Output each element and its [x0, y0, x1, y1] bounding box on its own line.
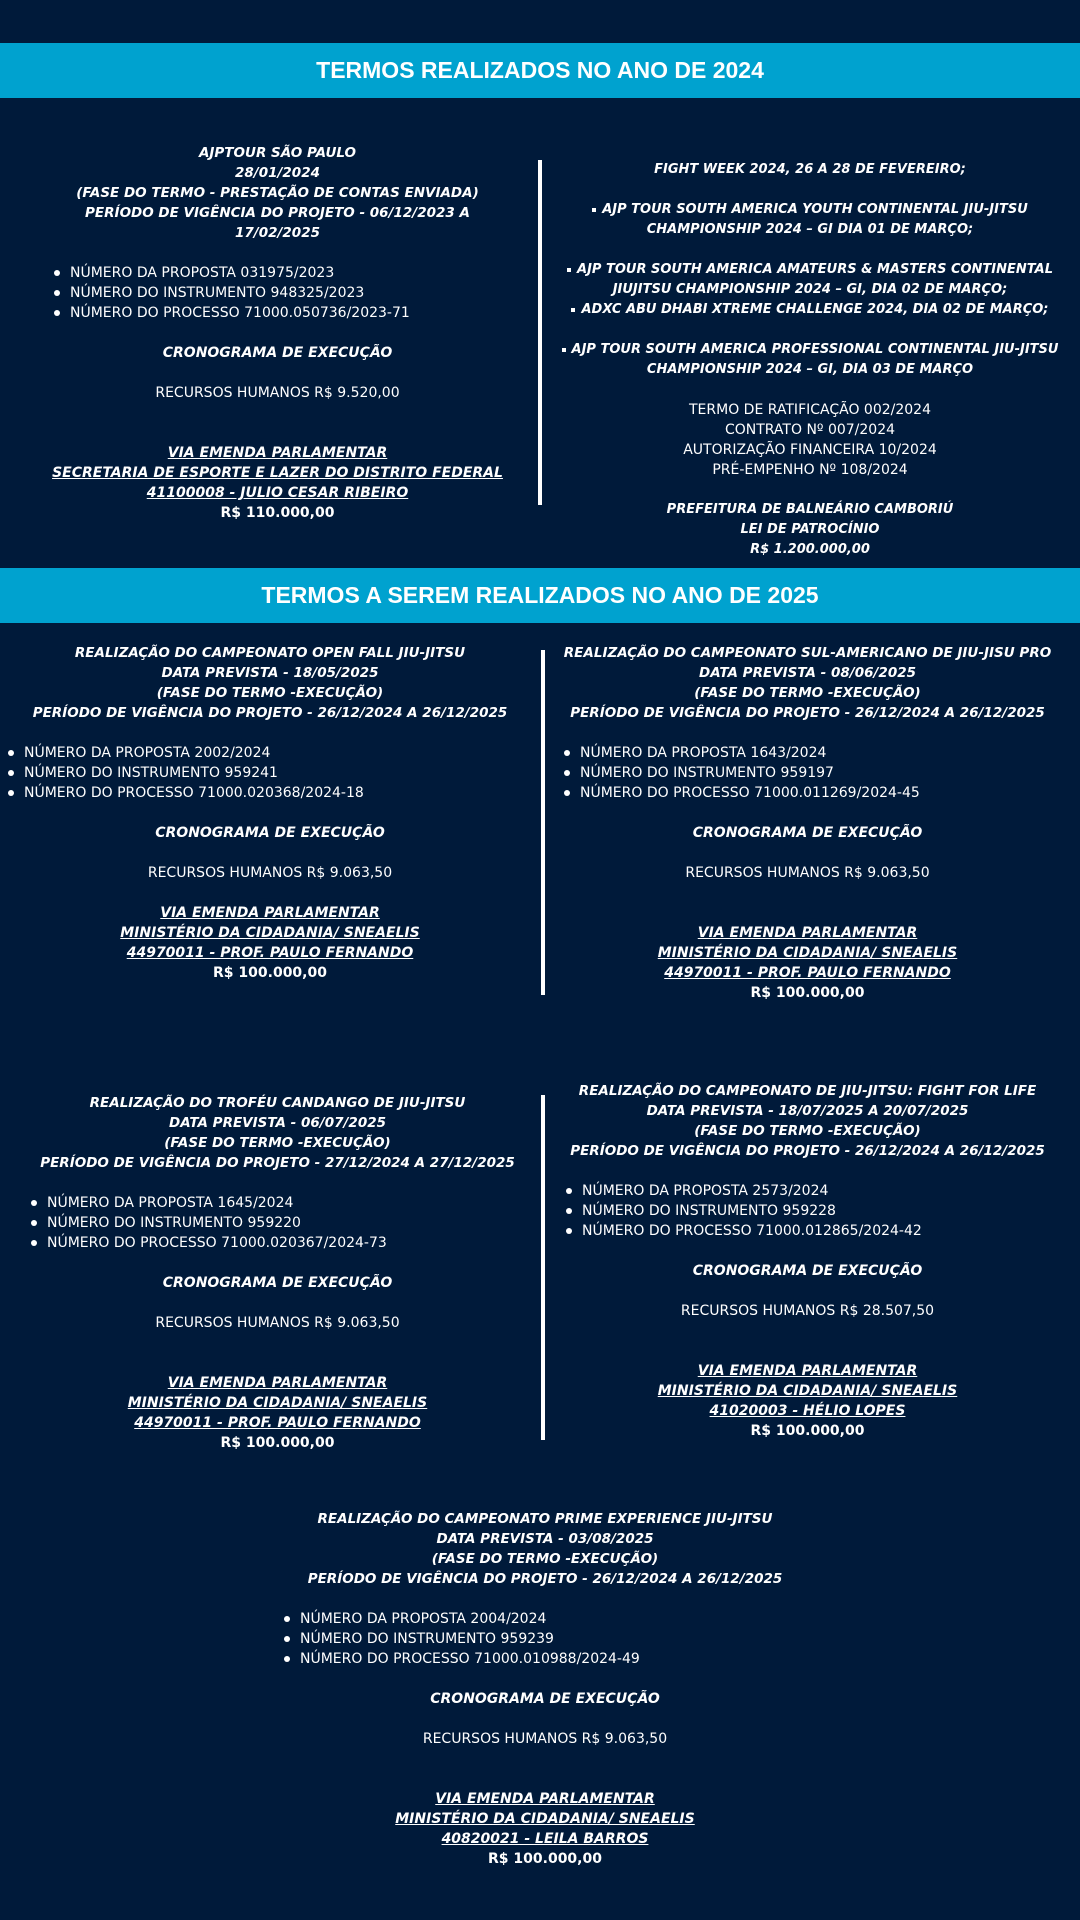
term-items	[562, 743, 1060, 803]
event-line: ADXC ABU DHABI XTREME CHALLENGE 2024, DIA 02 DE MARÇO;	[581, 302, 1049, 317]
term-2025-fight-for-life	[555, 1081, 1060, 1441]
event-line: AJP TOUR SOUTH AMERICA AMATEURS & MASTERS CONTINENTAL	[577, 262, 1053, 277]
term-2025-open-fall	[0, 643, 540, 983]
title-line: REALIZAÇÃO DO CAMPEONATO OPEN FALL JIU-JITSU	[74, 645, 466, 661]
column-divider	[541, 1095, 545, 1440]
via-parlamentar[interactable]: 44970011 - PROF. PAULO FERNANDO	[664, 965, 951, 981]
title-line: PERÍODO DE VIGÊNCIA DO PROJETO - 26/12/2024 A 26/12/2025	[307, 1571, 783, 1587]
list-item: NÚMERO DA PROPOSTA 2573/2024	[564, 1181, 1060, 1201]
via-orgao[interactable]: MINISTÉRIO DA CIDADANIA/ SNEAELIS	[120, 925, 420, 941]
fight-week-title: FIGHT WEEK 2024, 26 A 28 DE FEVEREIRO;	[654, 162, 966, 177]
list-item: NÚMERO DO PROCESSO 71000.011269/2024-45	[562, 783, 1060, 803]
title-line: 17/02/2025	[234, 225, 320, 241]
event-line: CHAMPIONSHIP 2024 – GI, DIA 03 DE MARÇO	[646, 362, 974, 377]
via-emenda[interactable]: VIA EMENDA PARLAMENTAR	[435, 1791, 655, 1807]
via-emenda[interactable]: VIA EMENDA PARLAMENTAR	[697, 1363, 918, 1379]
event-line: AJP TOUR SOUTH AMERICA PROFESSIONAL CONTINENTAL JIU-JITSU	[571, 342, 1059, 357]
recursos-humanos: RECURSOS HUMANOS R$ 9.063,50	[685, 865, 930, 881]
term-2025-trofeu-candango	[20, 1093, 535, 1453]
doc-line: PRÉ-EMPENHO Nº 108/2024	[712, 462, 908, 478]
title-line: DATA PREVISTA - 08/06/2025	[699, 665, 916, 681]
list-item: NÚMERO DO INSTRUMENTO 959228	[564, 1201, 1060, 1221]
title-line: 28/01/2024	[234, 165, 320, 181]
column-divider	[538, 160, 542, 505]
title-line: PERÍODO DE VIGÊNCIA DO PROJETO - 26/12/2024 A 26/12/2025	[570, 705, 1045, 721]
list-item: NÚMERO DO INSTRUMENTO 959239	[282, 1629, 820, 1649]
term-title	[30, 143, 525, 243]
via-parlamentar[interactable]: 41100008 - JULIO CESAR RIBEIRO	[146, 485, 409, 501]
term-2025-prime-experience	[270, 1509, 820, 1869]
term-amount: R$ 110.000,00	[220, 505, 335, 521]
docs	[560, 400, 1060, 480]
title-line: REALIZAÇÃO DO TROFÉU CANDANGO DE JIU-JITSU	[89, 1095, 466, 1111]
recursos-humanos: RECURSOS HUMANOS R$ 9.063,50	[422, 1731, 668, 1747]
term-amount: R$ 100.000,00	[220, 1435, 335, 1451]
term-title	[270, 1509, 820, 1589]
via-parlamentar[interactable]: 44970011 - PROF. PAULO FERNANDO	[126, 945, 414, 961]
via-orgao[interactable]: MINISTÉRIO DA CIDADANIA/ SNEAELIS	[127, 1395, 428, 1411]
list-item: NÚMERO DA PROPOSTA 2004/2024	[282, 1609, 820, 1629]
via-emenda[interactable]: VIA EMENDA PARLAMENTAR	[167, 1375, 388, 1391]
banner-2024-title: TERMOS REALIZADOS NO ANO DE 2024	[316, 57, 764, 83]
cronograma-heading: CRONOGRAMA DE EXECUÇÃO	[692, 1263, 923, 1279]
title-line: DATA PREVISTA - 18/05/2025	[161, 665, 379, 681]
event-line: AJP TOUR SOUTH AMERICA YOUTH CONTINENTAL JIU-JITSU	[602, 202, 1028, 217]
term-items	[564, 1181, 1060, 1241]
list-item: NÚMERO DO INSTRUMENTO 959220	[29, 1213, 535, 1233]
cronograma-heading: CRONOGRAMA DE EXECUÇÃO	[162, 1275, 393, 1291]
via-emenda[interactable]: VIA EMENDA PARLAMENTAR	[167, 445, 388, 461]
banner-2024	[0, 43, 1080, 98]
doc-line: AUTORIZAÇÃO FINANCEIRA 10/2024	[683, 442, 937, 458]
term-amount: R$ 100.000,00	[213, 965, 327, 981]
term-items	[6, 743, 540, 803]
sponsor-line: PREFEITURA DE BALNEÁRIO CAMBORIÚ	[666, 502, 954, 517]
via-parlamentar[interactable]: 40820021 - LEILA BARROS	[441, 1831, 649, 1847]
term-2024-ajptour	[30, 143, 525, 523]
list-item: NÚMERO DA PROPOSTA 2002/2024	[6, 743, 540, 763]
doc-line: TERMO DE RATIFICAÇÃO 002/2024	[688, 402, 931, 418]
list-item: NÚMERO DO PROCESSO 71000.050736/2023-71	[52, 303, 525, 323]
event-amateurs	[560, 260, 1060, 320]
via-emenda[interactable]: VIA EMENDA PARLAMENTAR	[160, 905, 380, 921]
via-orgao[interactable]: MINISTÉRIO DA CIDADANIA/ SNEAELIS	[657, 1383, 958, 1399]
term-items	[282, 1609, 820, 1669]
list-item: NÚMERO DA PROPOSTA 031975/2023	[52, 263, 525, 283]
title-line: (FASE DO TERMO -EXECUÇÃO)	[164, 1135, 391, 1151]
banner-2025	[0, 568, 1080, 623]
title-line: PERÍODO DE VIGÊNCIA DO PROJETO - 06/12/2023 A	[85, 205, 470, 221]
title-line: REALIZAÇÃO DO CAMPEONATO SUL-AMERICANO DE JIU-JISU PRO	[563, 645, 1052, 661]
list-item: NÚMERO DO PROCESSO 71000.020367/2024-73	[29, 1233, 535, 1253]
term-amount: R$ 100.000,00	[750, 985, 865, 1001]
via-orgao[interactable]: SECRETARIA DE ESPORTE E LAZER DO DISTRITO FEDERAL	[52, 465, 503, 481]
title-line: REALIZAÇÃO DO CAMPEONATO DE JIU-JITSU: FIGHT FOR LIFE	[578, 1083, 1037, 1099]
term-amount: R$ 100.000,00	[750, 1423, 865, 1439]
title-line: (FASE DO TERMO -EXECUÇÃO)	[156, 685, 384, 701]
via-emenda[interactable]: VIA EMENDA PARLAMENTAR	[697, 925, 918, 941]
term-2025-sul-americano	[555, 643, 1060, 1003]
via-parlamentar[interactable]: 41020003 - HÉLIO LOPES	[709, 1403, 906, 1419]
term-2024-fight-week	[560, 160, 1060, 560]
title-line: (FASE DO TERMO -EXECUÇÃO)	[431, 1551, 659, 1567]
event-professional	[560, 340, 1060, 380]
sponsor-amount: R$ 1.200.000,00	[750, 542, 870, 557]
term-amount: R$ 100.000,00	[488, 1851, 602, 1867]
title-line: PERÍODO DE VIGÊNCIA DO PROJETO - 26/12/2024 A 26/12/2025	[32, 705, 508, 721]
banner-2025-title: TERMOS A SEREM REALIZADOS NO ANO DE 2025	[261, 582, 819, 608]
cronograma-heading: CRONOGRAMA DE EXECUÇÃO	[430, 1691, 660, 1707]
title-line: REALIZAÇÃO DO CAMPEONATO PRIME EXPERIENCE JIU-JITSU	[317, 1511, 773, 1527]
column-divider	[541, 650, 545, 995]
event-youth	[560, 200, 1060, 240]
title-line: PERÍODO DE VIGÊNCIA DO PROJETO - 27/12/2024 A 27/12/2025	[40, 1155, 515, 1171]
list-item: NÚMERO DA PROPOSTA 1645/2024	[29, 1193, 535, 1213]
term-items	[52, 263, 525, 323]
recursos-humanos: RECURSOS HUMANOS R$ 9.063,50	[147, 865, 393, 881]
list-item: NÚMERO DO PROCESSO 71000.010988/2024-49	[282, 1649, 820, 1669]
title-line: PERÍODO DE VIGÊNCIA DO PROJETO - 26/12/2024 A 26/12/2025	[570, 1143, 1045, 1159]
recursos-humanos: RECURSOS HUMANOS R$ 9.520,00	[155, 385, 400, 401]
term-title	[555, 643, 1060, 723]
via-orgao[interactable]: MINISTÉRIO DA CIDADANIA/ SNEAELIS	[657, 945, 958, 961]
term-title	[20, 1093, 535, 1173]
via-parlamentar[interactable]: 44970011 - PROF. PAULO FERNANDO	[134, 1415, 421, 1431]
list-item: NÚMERO DO PROCESSO 71000.012865/2024-42	[564, 1221, 1060, 1241]
list-item: NÚMERO DO PROCESSO 71000.020368/2024-18	[6, 783, 540, 803]
title-line: DATA PREVISTA - 03/08/2025	[436, 1531, 654, 1547]
list-item: NÚMERO DO INSTRUMENTO 959241	[6, 763, 540, 783]
title-line: DATA PREVISTA - 06/07/2025	[169, 1115, 386, 1131]
title-line: (FASE DO TERMO -EXECUÇÃO)	[694, 1123, 921, 1139]
cronograma-heading: CRONOGRAMA DE EXECUÇÃO	[162, 345, 393, 361]
list-item: NÚMERO DO INSTRUMENTO 959197	[562, 763, 1060, 783]
cronograma-heading: CRONOGRAMA DE EXECUÇÃO	[155, 825, 385, 841]
list-item: NÚMERO DA PROPOSTA 1643/2024	[562, 743, 1060, 763]
recursos-humanos: RECURSOS HUMANOS R$ 9.063,50	[155, 1315, 400, 1331]
title-line: DATA PREVISTA - 18/07/2025 A 20/07/2025	[646, 1103, 969, 1119]
sponsor-line: LEI DE PATROCÍNIO	[740, 522, 880, 537]
term-title	[0, 643, 540, 723]
event-line: CHAMPIONSHIP 2024 – GI DIA 01 DE MARÇO;	[646, 222, 974, 237]
title-line: AJPTOUR SÃO PAULO	[198, 145, 357, 161]
list-item: NÚMERO DO INSTRUMENTO 948325/2023	[52, 283, 525, 303]
recursos-humanos: RECURSOS HUMANOS R$ 28.507,50	[680, 1303, 935, 1319]
title-line: (FASE DO TERMO - PRESTAÇÃO DE CONTAS ENVIADA)	[76, 185, 479, 201]
cronograma-heading: CRONOGRAMA DE EXECUÇÃO	[692, 825, 923, 841]
title-line: (FASE DO TERMO -EXECUÇÃO)	[694, 685, 921, 701]
term-title	[555, 1081, 1060, 1161]
sponsor	[560, 500, 1060, 560]
term-items	[29, 1193, 535, 1253]
event-line: JIUJITSU CHAMPIONSHIP 2024 – GI, DIA 02 DE MARÇO;	[612, 282, 1008, 297]
doc-line: CONTRATO Nº 007/2024	[724, 422, 896, 438]
via-orgao[interactable]: MINISTÉRIO DA CIDADANIA/ SNEAELIS	[395, 1811, 695, 1827]
